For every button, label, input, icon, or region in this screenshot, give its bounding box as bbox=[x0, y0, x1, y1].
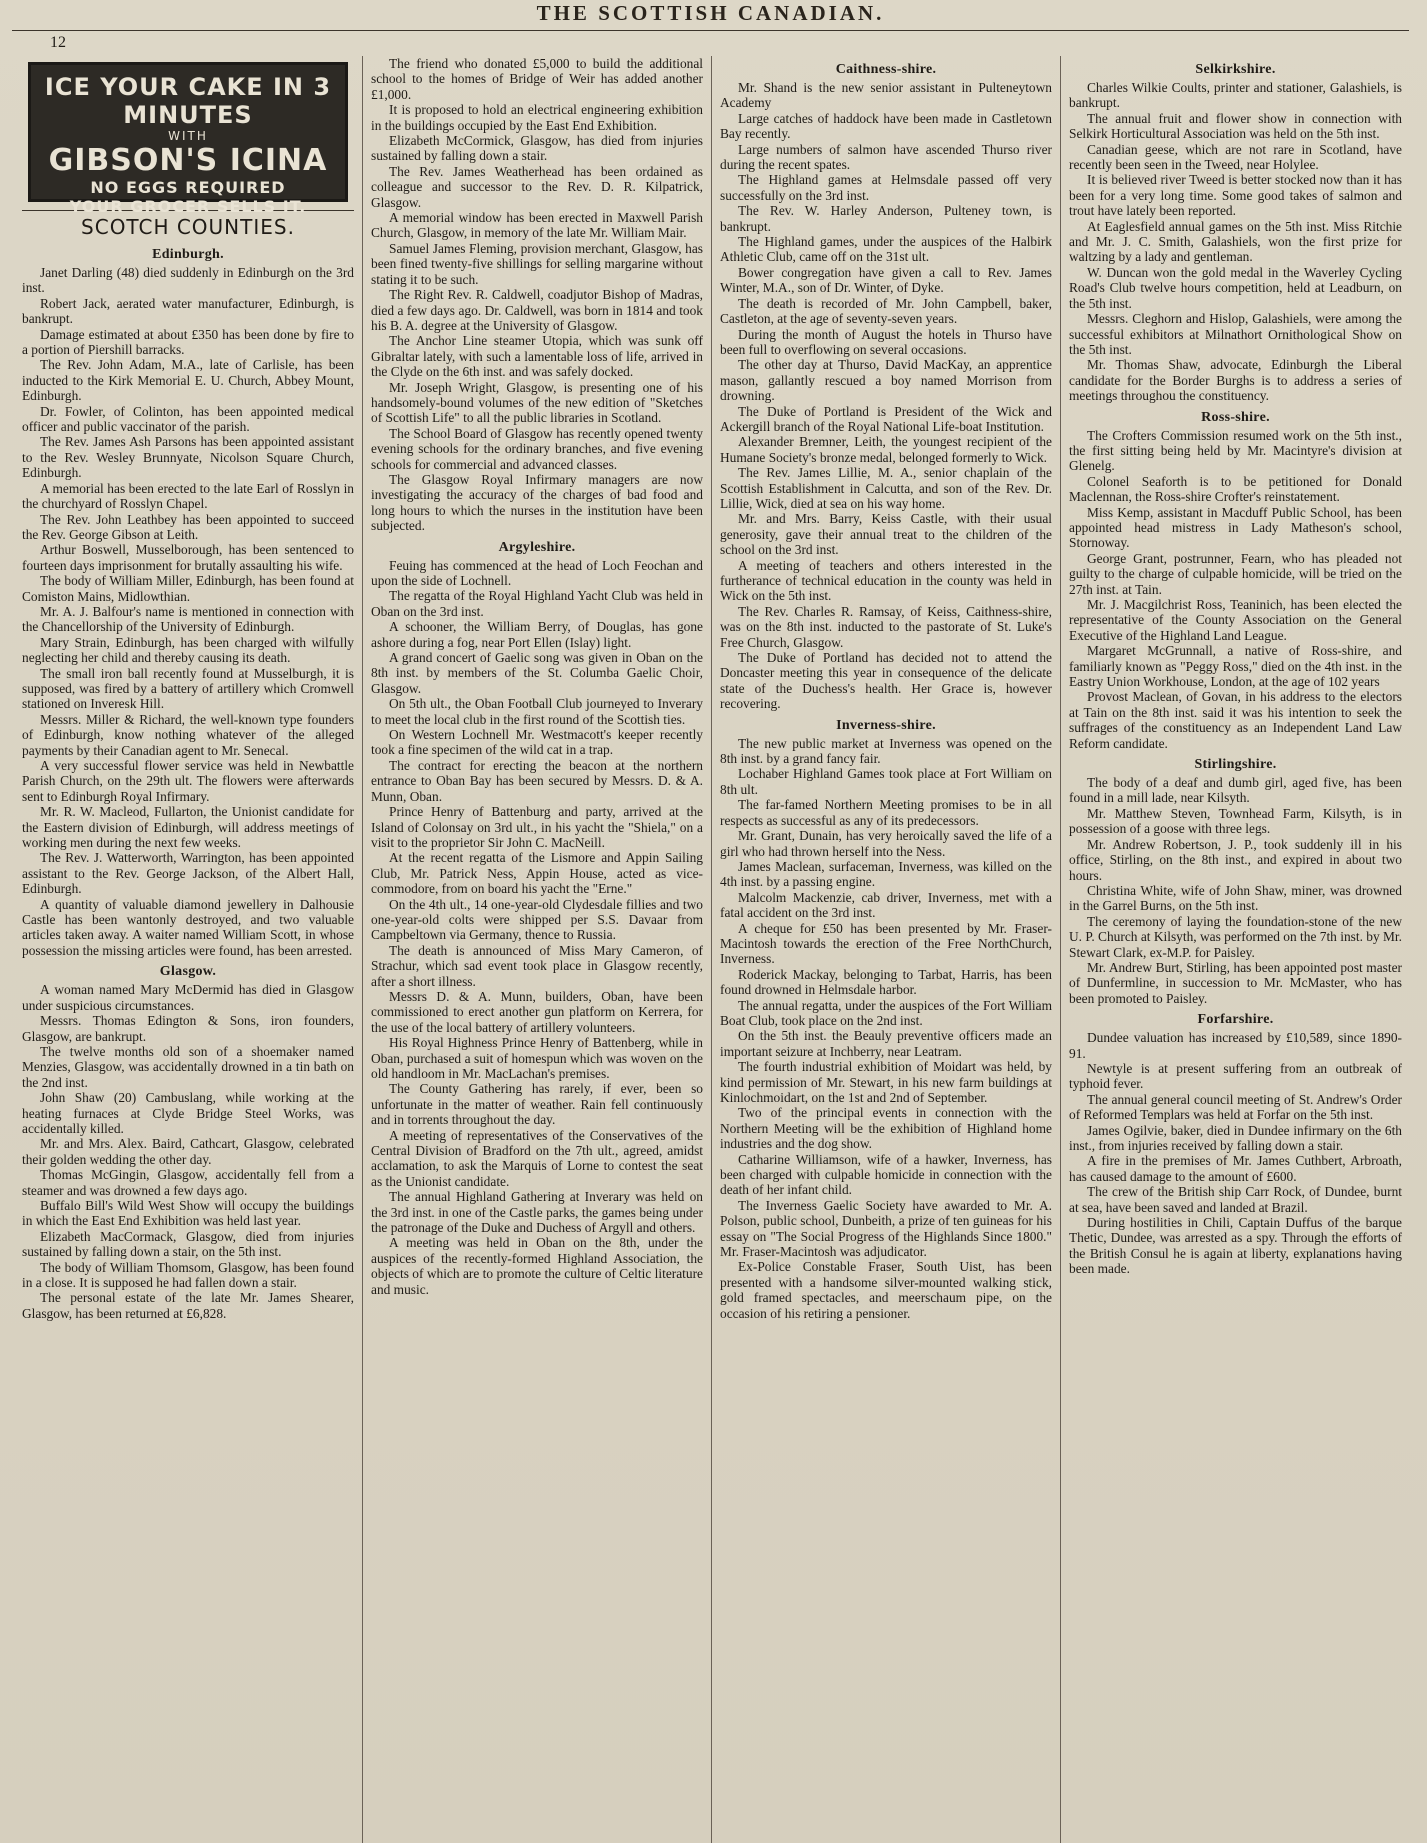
news-item: Provost Maclean, of Govan, in his address to the electors at Tain on the 8th inst. said it was his intention to seek the suffrages of the constituency as an Independent Land Law Reform candidate. bbox=[1069, 689, 1402, 751]
news-item: It is believed river Tweed is better stocked now than it has been for a very long time. Some good takes of salmon and trout have lately been reported. bbox=[1069, 172, 1402, 219]
news-item: A cheque for £50 has been presented by Mr. Fraser-Macintosh towards the erection of the Free NorthChurch, Inverness. bbox=[720, 920, 1052, 967]
news-item: The annual general council meeting of St. Andrew's Order of Reformed Templars was held at Forfar on the 5th inst. bbox=[1069, 1091, 1402, 1123]
news-item: The contract for erecting the beacon at the northern entrance to Oban Bay has been secured by Messrs. D. & A. Munn, Oban. bbox=[371, 757, 703, 804]
news-item: The Rev. James Weatherhead has been ordained as colleague and successor to the Rev. D. R. Kilpatrick, Glasgow. bbox=[371, 163, 703, 210]
news-item: The body of William Miller, Edinburgh, has been found at Comiston Mains, Midlowthian. bbox=[22, 573, 354, 604]
news-item: The annual Highland Gathering at Inverary was held on the 3rd inst. in one of the Castle parks, the games being under the patronage of the Duke and Duchess of Argyll and others. bbox=[371, 1189, 703, 1236]
county-heading: Ross-shire. bbox=[1201, 409, 1270, 425]
news-item: The Highland games, under the auspices of the Halbirk Athletic Club, came off on the 31st ult. bbox=[720, 234, 1052, 265]
news-item: Mr. J. Macgilchrist Ross, Teaninich, has been elected the representative of the County Association on the General Executive of the Highland Land League. bbox=[1069, 597, 1402, 643]
news-item: Canadian geese, which are not rare in Scotland, have recently been seen in the Tweed, near Holylee. bbox=[1069, 141, 1402, 173]
news-item: The ceremony of laying the foundation-stone of the new U. P. Church at Kilsyth, was performed on the 7th inst. by Mr. Stewart Clark, ex-M.P. for Paisley. bbox=[1069, 913, 1402, 960]
news-item: Margaret McGrunnall, a native of Ross-shire, and familiarly known as "Peggy Ross," died on the 4th inst. in the Eastry Union Workhouse, London, at the age of 102 years bbox=[1069, 643, 1402, 690]
masthead-rule bbox=[12, 30, 1409, 31]
news-item: Roderick Mackay, belonging to Tarbat, Harris, has been found drowned in Helmsdale harbor. bbox=[720, 966, 1052, 998]
news-item: Mr. Andrew Robertson, J. P., took suddenly ill in his office, Stirling, on the 8th inst., and expired in about two hours. bbox=[1069, 836, 1402, 883]
column-4-body bbox=[1069, 62, 1402, 1277]
news-item: W. Duncan won the gold medal in the Waverley Cycling Road's Club twelve hours competition, held at Leadburn, on the 5th inst. bbox=[1069, 264, 1402, 311]
news-item: The far-famed Northern Meeting promises to be in all respects as successful as any of its predecessors. bbox=[720, 797, 1052, 828]
news-item: On 5th ult., the Oban Football Club journeyed to Inverary to meet the local club in the first round of the Scottish ties. bbox=[371, 696, 703, 727]
news-item: A memorial window has been erected in Maxwell Parish Church, Glasgow, in memory of the late Mr. William Mair. bbox=[371, 210, 703, 241]
news-item: Prince Henry of Battenburg and party, arrived at the Island of Colonsay on 3rd ult., in his yacht the "Shiela," on a visit to the proprietor Sir John C. MacNeill. bbox=[371, 804, 703, 850]
news-item: Messrs. Cleghorn and Hislop, Galashiels, were among the successful exhibitors at Milnathort Ornithological Show on the 5th inst. bbox=[1069, 311, 1402, 357]
news-item: John Shaw (20) Cambuslang, while working at the heating furnaces at Clyde Bridge Steel Works, was accidentally killed. bbox=[22, 1090, 354, 1136]
news-item: The regatta of the Royal Highland Yacht Club was held in Oban on the 3rd inst. bbox=[371, 588, 703, 619]
column-1 bbox=[14, 56, 363, 1843]
news-item: A meeting of representatives of the Conservatives of the Central Division of Bradford on the 7th ult., agreed, amidst acclamation, to ask the Marquis of Lorne to contest the seat as the Unionist candidate. bbox=[371, 1127, 703, 1189]
news-item: The Rev. J. Watterworth, Warrington, has been appointed assistant to the Rev. George Jackson, of the Albert Hall, Edinburgh. bbox=[22, 850, 354, 897]
news-item: The crew of the British ship Carr Rock, of Dundee, burnt at sea, have been saved and landed at Brazil. bbox=[1069, 1184, 1402, 1215]
news-item: The School Board of Glasgow has recently opened twenty evening schools for the ordinary branches, and five evening schools for commercial and advanced classes. bbox=[371, 425, 703, 472]
news-item: Elizabeth McCormick, Glasgow, has died from injuries sustained by falling down a stair. bbox=[371, 133, 703, 164]
news-item: Mr. Thomas Shaw, advocate, Edinburgh the Liberal candidate for the Border Burghs is to address a series of meetings throughou the constituency. bbox=[1069, 357, 1402, 404]
news-item: Charles Wilkie Coults, printer and stationer, Galashiels, is bankrupt. bbox=[1069, 80, 1402, 111]
news-item: Ex-Police Constable Fraser, South Uist, has been presented with a handsome silver-mounted walking stick, gold framed spectacles, and meerschaum pipe, on the occasion of his retiring a pensioner. bbox=[720, 1259, 1052, 1321]
news-item: Mr. Grant, Dunain, has very heroically saved the life of a girl who had thrown herself into the Ness. bbox=[720, 828, 1052, 859]
news-item: During hostilities in Chili, Captain Duffus of the barque Thetic, Dundee, was arrested as a spy. Through the efforts of the British Consul he is again at liberty, explanations having been made. bbox=[1069, 1215, 1402, 1277]
news-item: Mr. A. J. Balfour's name is mentioned in connection with the Chancellorship of the University of Edinburgh. bbox=[22, 603, 354, 635]
news-item: Mr. and Mrs. Alex. Baird, Cathcart, Glasgow, celebrated their golden wedding the other day. bbox=[22, 1136, 354, 1167]
icing-advert bbox=[28, 62, 348, 216]
county-heading: Glasgow. bbox=[159, 964, 217, 980]
news-item: Mr. and Mrs. Barry, Keiss Castle, with their usual generosity, gave their annual treat to the children of the school on the 3rd inst. bbox=[720, 511, 1052, 558]
news-item: The annual fruit and flower show in connection with Selkirk Horticultural Association was held on the 5th inst. bbox=[1069, 110, 1402, 142]
county-heading: Edinburgh. bbox=[152, 247, 224, 262]
news-item: The County Gathering has rarely, if ever, been so unfortunate in the matter of weather. Rain fell continuously and in torrents throughout the day. bbox=[371, 1081, 703, 1128]
page-number: 12 bbox=[50, 34, 66, 51]
news-item: A meeting of teachers and others interested in the furtherance of technical education in the county was held in Wick on the 5th inst. bbox=[720, 557, 1052, 604]
section-heading: SCOTCH COUNTIES. bbox=[81, 215, 295, 239]
news-item: A schooner, the William Berry, of Douglas, has gone ashore during a fog, near Port Ellen (Islay) light. bbox=[371, 619, 703, 650]
news-item: The body of a deaf and dumb girl, aged five, has been found in a mill lade, near Kilsyth. bbox=[1069, 775, 1402, 806]
news-item: Janet Darling (48) died suddenly in Edinburgh on the 3rd inst. bbox=[22, 265, 354, 296]
news-item: The fourth industrial exhibition of Moidart was held, by kind permission of Mr. Stewart, in his new farm buildings at Kinlochmoidart, on the 1st and 2nd of September. bbox=[720, 1059, 1052, 1105]
county-heading: Argyleshire. bbox=[498, 539, 576, 555]
news-item: The personal estate of the late Mr. James Shearer, Glasgow, has been returned at £6,828. bbox=[22, 1290, 354, 1321]
news-item: The new public market at Inverness was opened on the 8th inst. by a grand fancy fair. bbox=[720, 735, 1052, 767]
news-item: The Rev. John Leathbey has been appointed to succeed the Rev. George Gibson at Leith. bbox=[22, 511, 354, 542]
news-item: Mary Strain, Edinburgh, has been charged with wilfully neglecting her child and thereby causing its death. bbox=[22, 634, 354, 666]
news-item: Newtyle is at present suffering from an outbreak of typhoid fever. bbox=[1069, 1060, 1402, 1092]
news-item: The Anchor Line steamer Utopia, which was sunk off Gibraltar lately, with such a lamentable loss of life, arrived in the Clyde on the 6th inst. and was safely docked. bbox=[371, 333, 703, 380]
news-item: Alexander Bremner, Leith, the youngest recipient of the Humane Society's bronze medal, belonged formerly to Wick. bbox=[720, 434, 1052, 465]
news-item: The body of William Thomsom, Glasgow, has been found in a close. It is supposed he had fallen down a stair. bbox=[22, 1259, 354, 1290]
news-item: The friend who donated £5,000 to build the additional school to the homes of Bridge of Weir has added another £1,000. bbox=[371, 56, 703, 102]
news-item: Miss Kemp, assistant in Macduff Public School, has been appointed head mistress in Lady Matheson's school, Stornoway. bbox=[1069, 504, 1402, 551]
advert-line-3: GIBSON'S ICINA bbox=[48, 143, 328, 178]
advert-line-2: WITH bbox=[168, 129, 208, 143]
news-item: Mr. Joseph Wright, Glasgow, is presenting one of his handsomely-bound volumes of the new edition of "Sketches of Scottish Life" to all the public libraries in Scotland. bbox=[371, 379, 703, 426]
advert-line-5: YOUR GROCER SELLS IT. bbox=[69, 197, 307, 216]
news-item: At Eaglesfield annual games on the 5th inst. Miss Ritchie and Mr. J. C. Smith, Galashiels, won the first prize for waltzing by a lady and gentleman. bbox=[1069, 218, 1402, 265]
news-item: A very successful flower service was held in Newbattle Parish Church, on the 29th ult. The flowers were afterwards sent to Edinburgh Royal Infirmary. bbox=[22, 758, 354, 804]
county-heading: Forfarshire. bbox=[1197, 1012, 1274, 1028]
news-item: Large catches of haddock have been made in Castletown Bay recently. bbox=[720, 110, 1052, 142]
news-item: A fire in the premises of Mr. James Cuthbert, Arbroath, has caused damage to the amount of £600. bbox=[1069, 1153, 1402, 1184]
news-item: The Rev. James Ash Parsons has been appointed assistant to the Rev. Wesley Brunnyate, Nicolson Square Church, Edinburgh. bbox=[22, 434, 354, 481]
news-item: The Duke of Portland has decided not to attend the Doncaster meeting this year in consequence of the delicate state of the Duchess's health. Her Grace is, however recovering. bbox=[720, 650, 1052, 712]
news-item: Elizabeth MacCormack, Glasgow, died from injuries sustained by falling down a stair, on the 5th inst. bbox=[22, 1228, 354, 1260]
column-2 bbox=[363, 56, 712, 1843]
news-item: Malcolm Mackenzie, cab driver, Inverness, met with a fatal accident on the 3rd inst. bbox=[720, 889, 1052, 921]
news-item: On the 5th inst. the Beauly preventive officers made an important seizure at Inchberry, near Leatram. bbox=[720, 1028, 1052, 1059]
news-item: A woman named Mary McDermid has died in Glasgow under suspicious circumstances. bbox=[22, 982, 354, 1013]
news-item: Messrs. Thomas Edington & Sons, iron founders, Glasgow, are bankrupt. bbox=[22, 1013, 354, 1044]
news-item: Dundee valuation has increased by £10,589, since 1890-91. bbox=[1069, 1030, 1402, 1061]
columns bbox=[14, 56, 1411, 1843]
advert-line-1: ICE YOUR CAKE IN 3 MINUTES bbox=[44, 73, 332, 129]
news-item: Large numbers of salmon have ascended Thurso river during the recent spates. bbox=[720, 141, 1052, 173]
news-item: Arthur Boswell, Musselborough, has been sentenced to fourteen days imprisonment for brutally assaulting his wife. bbox=[22, 542, 354, 573]
news-item: Samuel James Fleming, provision merchant, Glasgow, has been fined twenty-five shillings for selling margarine without stating it to be such. bbox=[371, 240, 703, 287]
news-item: Damage estimated at about £350 has been done by fire to a portion of Piershill barracks. bbox=[22, 326, 354, 358]
news-item: The death is announced of Miss Mary Cameron, of Strachur, which sad event took place in Glasgow recently, after a short illness. bbox=[371, 942, 703, 989]
column-1-body bbox=[22, 247, 354, 1321]
county-heading: Stirlingshire. bbox=[1194, 757, 1277, 773]
news-item: During the month of August the hotels in Thurso have been full to overflowing on several occasions. bbox=[720, 326, 1052, 357]
news-item: His Royal Highness Prince Henry of Battenberg, while in Oban, purchased a suit of homespun which was woven on the old handloom in Mr. MacLachan's premises. bbox=[371, 1035, 703, 1081]
news-item: The Inverness Gaelic Society have awarded to Mr. A. Polson, public school, Dunbeith, a prize of ten guineas for his essay on "The Social Progress of the Highlands Since 1800." Mr. Fraser-Macintosh was adjudicator. bbox=[720, 1197, 1052, 1260]
news-item: George Grant, postrunner, Fearn, who has pleaded not guilty to the charge of culpable homicide, will be tried on the 27th inst. at Tain. bbox=[1069, 550, 1402, 597]
news-item: The Rev. Charles R. Ramsay, of Keiss, Caithness-shire, was on the 8th inst. inducted to the pastorate of St. Luke's Free Church, Glasgow. bbox=[720, 603, 1052, 650]
news-item: Thomas McGingin, Glasgow, accidentally fell from a steamer and was drowned a few days ago. bbox=[22, 1167, 354, 1198]
news-item: The Right Rev. R. Caldwell, coadjutor Bishop of Madras, died a few days ago. Dr. Caldwell, was born in 1814 and took his B. A. degree at the University of Glasgow. bbox=[371, 287, 703, 333]
news-item: The Glasgow Royal Infirmary managers are now investigating the accuracy of the charges of bad food and long hours to which the nurses in the institution have been subjected. bbox=[371, 471, 703, 534]
news-item: The other day at Thurso, David MacKay, an apprentice mason, gallantly rescued a boy named Morrison from drowning. bbox=[720, 357, 1052, 404]
news-item: The Duke of Portland is President of the Wick and Ackergill branch of the Royal National Life-boat Institution. bbox=[720, 403, 1052, 434]
news-item: Robert Jack, aerated water manufacturer, Edinburgh, is bankrupt. bbox=[22, 295, 354, 327]
column-2-body bbox=[371, 56, 703, 1297]
news-item: Dr. Fowler, of Colinton, has been appointed medical officer and public vaccinator of the parish. bbox=[22, 403, 354, 435]
news-item: Mr. R. W. Macleod, Fullarton, the Unionist candidate for the Eastern division of Edinburgh, will address meetings of working men during the next few weeks. bbox=[22, 804, 354, 851]
masthead: THE SCOTTISH CANADIAN. bbox=[536, 1, 885, 25]
news-item: Messrs. Miller & Richard, the well-known type founders of Edinburgh, know nothing whatever of the alleged payments by their Canadian agent to Mr. Senecal. bbox=[22, 711, 354, 758]
news-item: It is proposed to hold an electrical engineering exhibition in the buildings occupied by the East End Exhibition. bbox=[371, 102, 703, 133]
county-heading: Caithness-shire. bbox=[835, 62, 937, 77]
news-item: The Crofters Commission resumed work on the 5th inst., the first sitting being held by Mr. Macintyre's division at Glenelg. bbox=[1069, 427, 1402, 474]
news-item: A memorial has been erected to the late Earl of Rosslyn in the churchyard of Rosslyn Chapel. bbox=[22, 480, 354, 512]
news-item: Buffalo Bill's Wild West Show will occupy the buildings in which the East End Exhibition was held last year. bbox=[22, 1197, 354, 1229]
news-item: Mr. Andrew Burt, Stirling, has been appointed post master of Dunfermline, in succession to Mr. McMaster, who has been promoted to Paisley. bbox=[1069, 959, 1402, 1006]
news-item: The twelve months old son of a shoemaker named Menzies, Glasgow, was accidentally drowned in a tin bath on the 2nd inst. bbox=[22, 1043, 354, 1090]
news-item: The Rev. James Lillie, M. A., senior chaplain of the Scottish Establishment in Calcutta, and son of the Rev. Dr. Lillie, Wick, died at sea on his way home. bbox=[720, 465, 1052, 511]
news-item: The Rev. John Adam, M.A., late of Carlisle, has been inducted to the Kirk Memorial E. U. Church, Abbey Mount, Edinburgh. bbox=[22, 357, 354, 404]
news-item: At the recent regatta of the Lismore and Appin Sailing Club, Mr. Patrick Ness, Appin House, acted as vice-commodore, from on board his yacht the "Erne." bbox=[371, 850, 703, 897]
news-item: On the 4th ult., 14 one-year-old Clydesdale fillies and two one-year-old colts were shipped per S.S. Davaar from Campbeltown via Germany, thence to Russia. bbox=[371, 896, 703, 943]
news-item: A quantity of valuable diamond jewellery in Dalhousie Castle has been wantonly destroyed, and two valuable articles taken away. A waiter named William Scott, in whose possession the missing articles were found, has been arrested. bbox=[22, 896, 354, 958]
county-heading: Inverness-shire. bbox=[836, 717, 936, 733]
county-heading: Selkirkshire. bbox=[1195, 62, 1276, 77]
column-4 bbox=[1061, 56, 1410, 1843]
column-3 bbox=[712, 56, 1061, 1843]
news-item: Two of the principal events in connection with the Northern Meeting will be the exhibition of Highland home industries and the dog show. bbox=[720, 1105, 1052, 1152]
news-item: Mr. Matthew Steven, Townhead Farm, Kilsyth, is in possession of a goose with three legs. bbox=[1069, 805, 1402, 837]
news-item: The Highland games at Helmsdale passed off very successfully on the 3rd inst. bbox=[720, 172, 1052, 203]
news-item: Lochaber Highland Games took place at Fort William on 8th ult. bbox=[720, 766, 1052, 797]
news-item: Mr. Shand is the new senior assistant in Pulteneytown Academy bbox=[720, 80, 1052, 111]
news-item: James Maclean, surfaceman, Inverness, was killed on the 4th inst. by a passing engine. bbox=[720, 858, 1052, 890]
news-item: Catharine Williamson, wife of a hawker, Inverness, has been charged with culpable homicide in connection with the death of her infant child. bbox=[720, 1151, 1052, 1198]
news-item: Christina White, wife of John Shaw, miner, was drowned in the Garrel Burns, on the 5th inst. bbox=[1069, 882, 1402, 914]
news-item: A meeting was held in Oban on the 8th, under the auspices of the recently-formed Highland Association, the objects of which are to promote the culture of Celtic literature and music. bbox=[371, 1235, 703, 1297]
news-item: Colonel Seaforth is to be petitioned for Donald Maclennan, the Ross-shire Crofter's reinstatement. bbox=[1069, 473, 1402, 505]
news-item: The Rev. W. Harley Anderson, Pulteney town, is bankrupt. bbox=[720, 203, 1052, 234]
news-item: The death is recorded of Mr. John Campbell, baker, Castleton, at the age of seventy-seven years. bbox=[720, 295, 1052, 327]
news-item: The annual regatta, under the auspices of the Fort William Boat Club, took place on the 2nd inst. bbox=[720, 997, 1052, 1028]
news-item: Messrs D. & A. Munn, builders, Oban, have been commissioned to erect another gun platform on Kerrera, for the use of the local battery of artillery volunteers. bbox=[371, 988, 703, 1035]
news-item: Bower congregation have given a call to Rev. James Winter, M.A., son of Dr. Winter, of Dyke. bbox=[720, 264, 1052, 296]
news-item: James Ogilvie, baker, died in Dundee infirmary on the 6th inst., from injuries received by falling down a stair. bbox=[1069, 1122, 1402, 1153]
news-item: A grand concert of Gaelic song was given in Oban on the 8th inst. by members of the St. Columba Gaelic Choir, Glasgow. bbox=[371, 650, 703, 696]
advert-line-4: NO EGGS REQUIRED bbox=[90, 178, 286, 197]
news-item: The small iron ball recently found at Musselburgh, it is supposed, was fired by a battery of artillery which Cromwell stationed on Inveresk Hill. bbox=[22, 665, 354, 712]
column-3-body bbox=[720, 62, 1052, 1321]
news-item: On Western Lochnell Mr. Westmacott's keeper recently took a fine specimen of the wild cat in a trap. bbox=[371, 727, 703, 758]
news-item: Feuing has commenced at the head of Loch Feochan and upon the side of Lochnell. bbox=[371, 557, 703, 588]
